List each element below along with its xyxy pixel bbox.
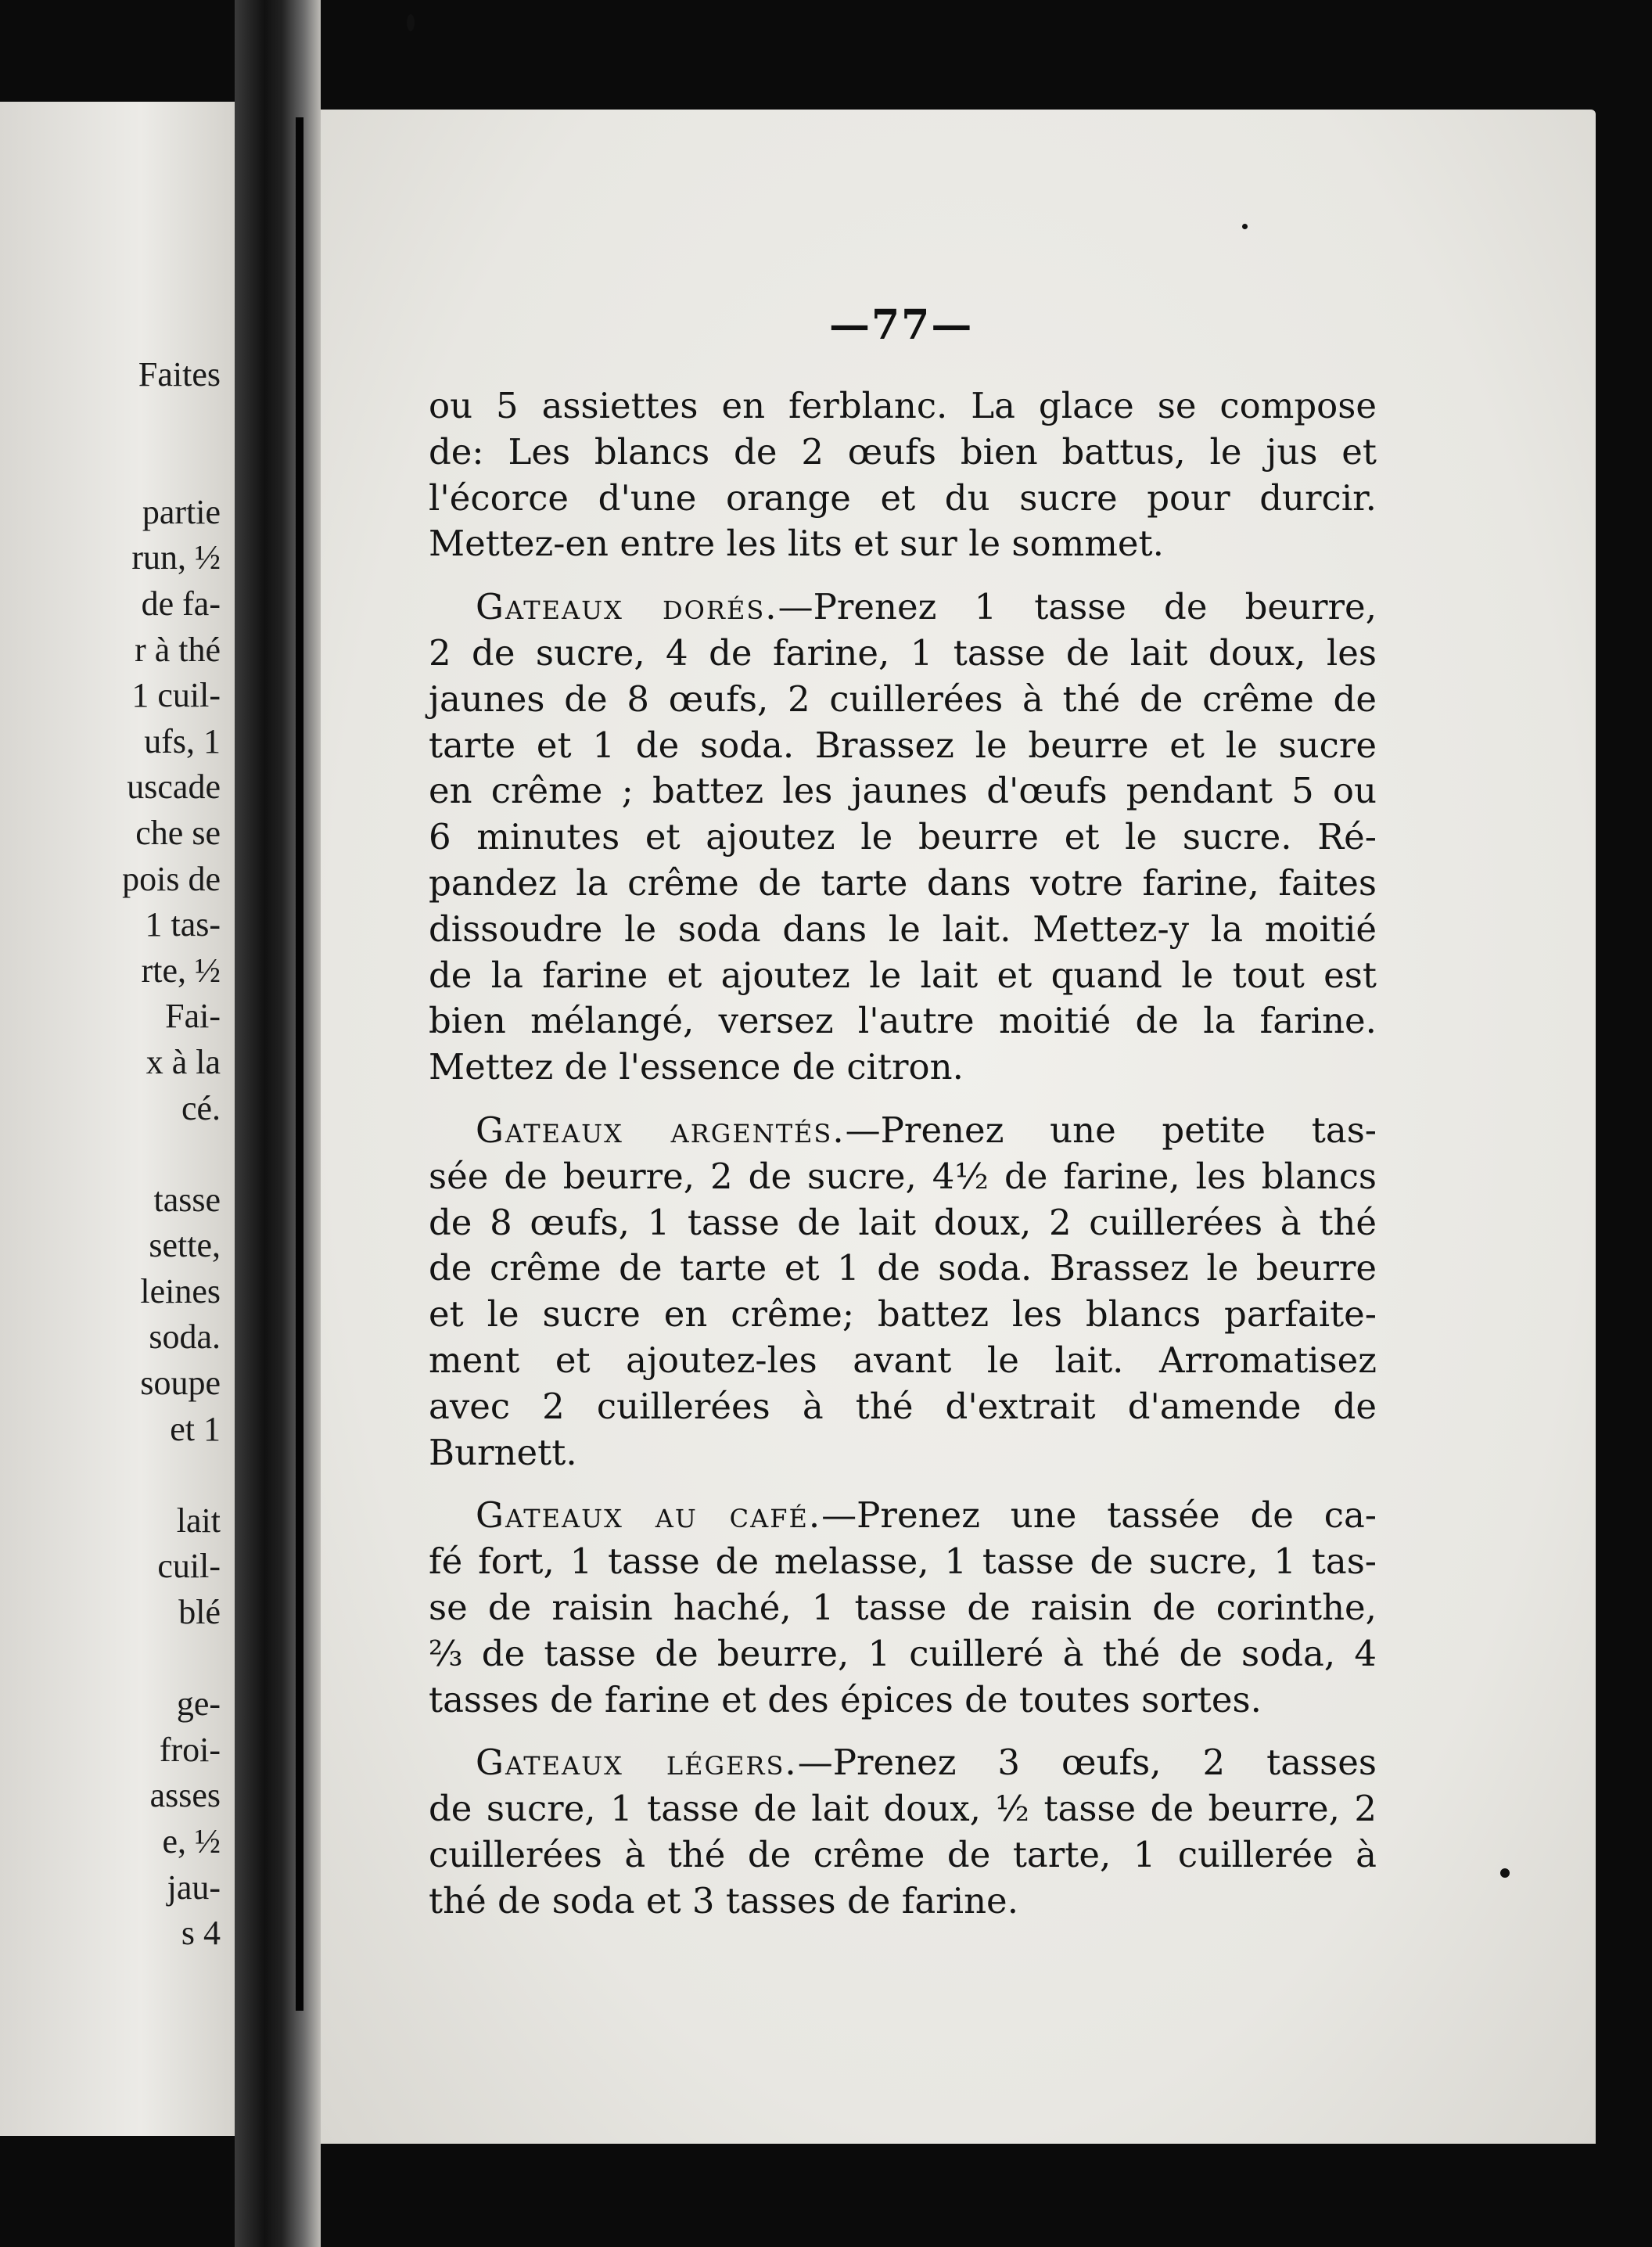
text-line: Burnett. <box>429 1431 577 1473</box>
previous-page-line: jau- <box>167 1868 221 1907</box>
recipe-text: —Prenez une petite tas- <box>845 1109 1377 1151</box>
text-line: tarte et 1 de soda. Brassez le beurre et le sucre <box>429 724 1377 766</box>
text-line: dissoudre le soda dans le lait. Mettez-y la moitié <box>429 908 1377 950</box>
recipe-text: —Prenez 3 œufs, 2 tasses <box>797 1742 1377 1784</box>
previous-page-line: sette, <box>149 1226 221 1265</box>
previous-page-line: e, ½ <box>162 1822 221 1861</box>
text-line: avec 2 cuillerées à thé d'extrait d'amende de <box>429 1385 1377 1427</box>
text-line: pandez la crême de tarte dans votre farine, faites <box>429 861 1377 904</box>
previous-page-line: partie <box>142 492 221 531</box>
previous-page-line: pois de <box>122 859 221 898</box>
previous-page-line: tasse <box>153 1180 221 1219</box>
previous-page-line: soupe <box>140 1364 221 1403</box>
previous-page-line: 1 cuil- <box>131 676 221 715</box>
text-line: de sucre, 1 tasse de lait doux, ½ tasse de beurre, 2 <box>429 1788 1377 1830</box>
recipe-paragraph <box>429 584 1377 1091</box>
text-line <box>429 1740 1377 1786</box>
previous-page-line: s 4 <box>181 1914 221 1953</box>
text-line: et le sucre en crême; battez les blancs parfaite- <box>429 1293 1377 1336</box>
page-text <box>429 383 1377 1942</box>
previous-page-line <box>122 444 221 490</box>
text-line: bien mélangé, versez l'autre moitié de la farine. <box>429 1000 1377 1042</box>
text-line: sée de beurre, 2 de sucre, 4½ de farine, les blancs <box>429 1155 1377 1197</box>
scan-speck <box>1242 224 1248 229</box>
previous-page-line: rte, ½ <box>141 951 221 990</box>
text-line: de la farine et ajoutez le lait et quand le tout est <box>429 954 1377 996</box>
previous-page-line: blé <box>178 1593 221 1632</box>
text-line <box>429 1493 1377 1539</box>
previous-page-line: Fai- <box>165 997 221 1036</box>
previous-page-line: froi- <box>159 1730 221 1769</box>
binding-shadow <box>296 117 303 2011</box>
text-line: ment et ajoutez-les avant le lait. Arromatisez <box>429 1339 1377 1381</box>
text-line: ou 5 assiettes en ferblanc. La glace se compose <box>429 385 1377 426</box>
text-line: en crême ; battez les jaunes d'œufs pendant 5 ou <box>429 770 1377 812</box>
text-line: l'écorce d'une orange et du sucre pour durcir. <box>429 476 1377 519</box>
scan-speck <box>407 14 415 31</box>
recipe-text: —Prenez une tassée de ca- <box>821 1494 1377 1537</box>
previous-page-line: 1 tas- <box>145 905 221 944</box>
text-line: Mettez-en entre les lits et sur le sommet. <box>429 523 1164 565</box>
previous-page-line: et 1 <box>170 1409 221 1448</box>
previous-page-line <box>122 1636 221 1682</box>
previous-page-line: run, ½ <box>131 538 221 577</box>
recipe-paragraph <box>429 1493 1377 1723</box>
page-number: —77— <box>829 301 974 349</box>
previous-page-line: Faites <box>138 355 221 394</box>
previous-page-line: de fa- <box>141 584 221 623</box>
previous-page-line: x à la <box>145 1042 221 1081</box>
previous-page-line: ufs, 1 <box>144 721 221 760</box>
text-line: 2 de sucre, 4 de farine, 1 tasse de lait doux, les <box>429 631 1377 674</box>
text-line: tasses de farine et des épices de toutes sortes. <box>429 1678 1262 1720</box>
text-line: de crême de tarte et 1 de soda. Brassez le beurre <box>429 1247 1377 1289</box>
text-line: de: Les blancs de 2 œufs bien battus, le jus et <box>429 430 1377 473</box>
text-line: 6 minutes et ajoutez le beurre et le sucre. Ré- <box>429 816 1377 858</box>
previous-page-fragment <box>0 102 235 2136</box>
recipe-title: Gateaux au café. <box>476 1494 822 1537</box>
scan-speck <box>1500 1868 1510 1878</box>
previous-page-line: asses <box>149 1776 221 1815</box>
recipe-list <box>429 584 1377 1924</box>
previous-page-line: che se <box>135 813 221 852</box>
previous-page-line: r à thé <box>135 630 221 669</box>
previous-page-text <box>122 352 221 1957</box>
previous-page-line: cuil- <box>157 1547 221 1586</box>
recipe-title: Gateaux argentés. <box>476 1109 846 1151</box>
previous-page-line: cé. <box>181 1088 221 1127</box>
previous-page-line: ge- <box>176 1684 221 1724</box>
recipe-paragraph <box>429 1108 1377 1476</box>
text-line <box>429 1108 1377 1154</box>
text-line: Mettez de l'essence de citron. <box>429 1046 964 1088</box>
book-gutter <box>235 0 321 2247</box>
text-line <box>429 584 1377 631</box>
recipe-paragraph <box>429 1740 1377 1924</box>
text-line: jaunes de 8 œufs, 2 cuillerées à thé de crême de <box>429 678 1377 720</box>
text-line: de 8 œufs, 1 tasse de lait doux, 2 cuillerées à thé <box>429 1201 1377 1243</box>
text-line: se de raisin haché, 1 tasse de raisin de corinthe, <box>429 1586 1377 1628</box>
previous-page-line <box>122 1452 221 1498</box>
previous-page-line: soda. <box>149 1318 221 1357</box>
text-line: ⅔ de tasse de beurre, 1 cuilleré à thé de soda, 4 <box>429 1632 1377 1674</box>
recipe-title: Gateaux légers. <box>476 1742 798 1784</box>
text-line: thé de soda et 3 tasses de farine. <box>429 1879 1018 1922</box>
previous-page-line <box>122 1131 221 1177</box>
previous-page-line: leines <box>140 1271 221 1310</box>
text-line: fé fort, 1 tasse de melasse, 1 tasse de sucre, 1 tas- <box>429 1541 1377 1583</box>
recipe-text: —Prenez 1 tasse de beurre, <box>778 586 1377 628</box>
recipe-title: Gateaux dorés. <box>476 586 778 628</box>
text-line: cuillerées à thé de crême de tarte, 1 cuillerée à <box>429 1833 1377 1875</box>
previous-page-line <box>122 398 221 444</box>
previous-page-line: lait <box>176 1501 221 1540</box>
previous-page-line: uscade <box>127 768 221 807</box>
intro-paragraph <box>429 383 1377 567</box>
